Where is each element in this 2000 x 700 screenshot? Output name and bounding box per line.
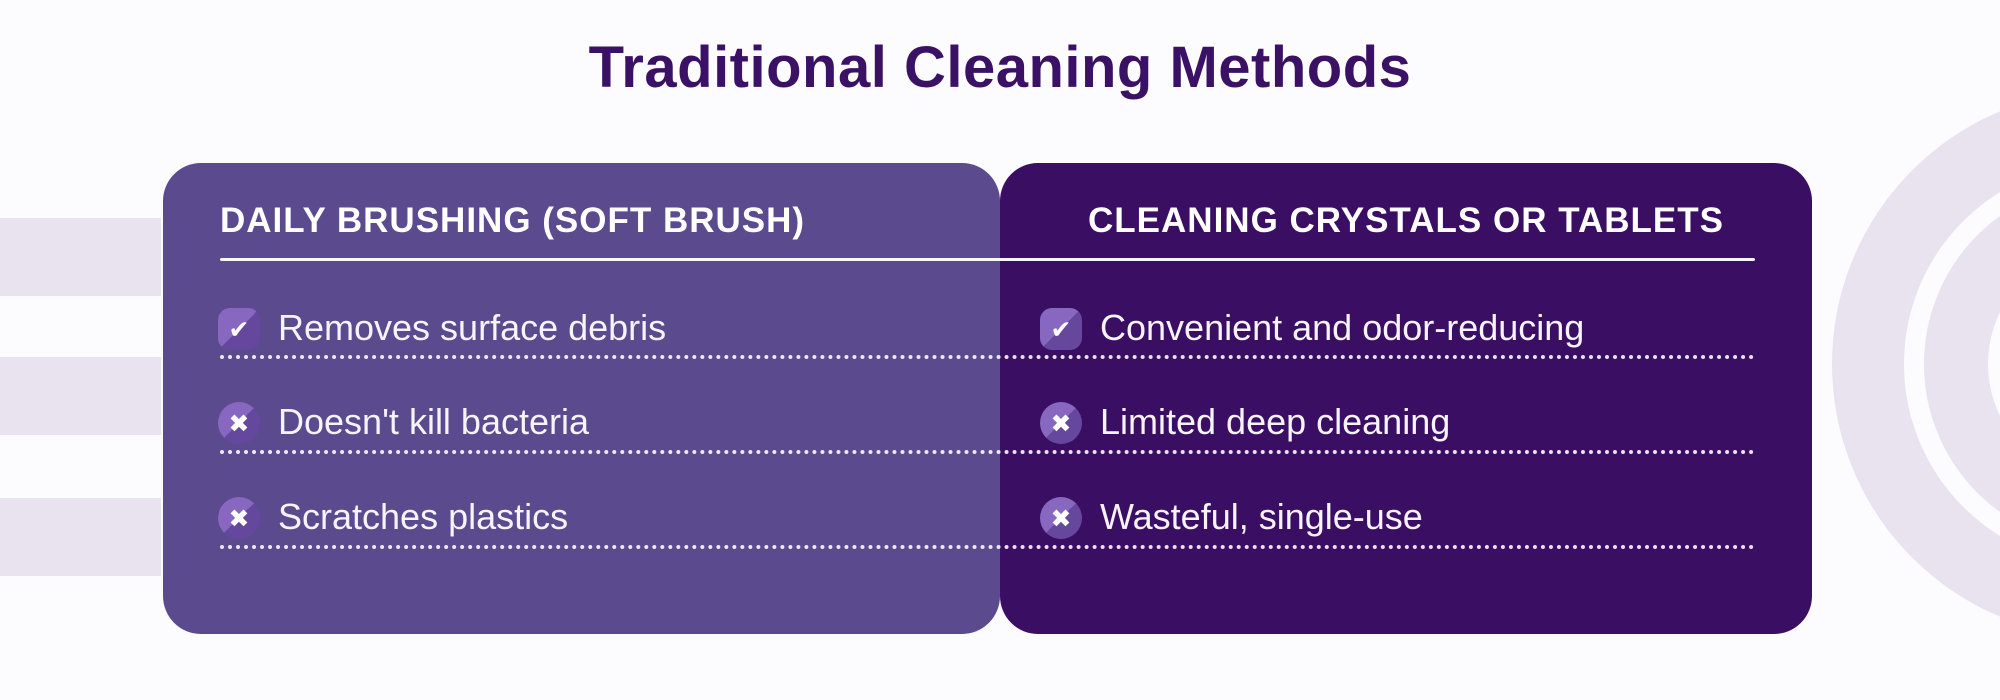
check-icon: ✔ bbox=[1040, 308, 1082, 350]
decor-bar bbox=[0, 218, 161, 296]
card-daily-brushing bbox=[163, 163, 1000, 634]
list-item-text: Doesn't kill bacteria bbox=[278, 401, 590, 442]
list-item bbox=[1040, 497, 1423, 539]
card-header: CLEANING CRYSTALS OR TABLETS bbox=[1088, 201, 1724, 240]
list-item bbox=[1040, 308, 1584, 350]
cross-icon: ✖ bbox=[218, 402, 260, 444]
page-title: Traditional Cleaning Methods bbox=[588, 35, 1412, 100]
cross-icon: ✖ bbox=[1040, 402, 1082, 444]
comparison-cards bbox=[163, 163, 1812, 634]
list-item bbox=[218, 497, 568, 539]
list-item bbox=[218, 308, 666, 350]
decor-bar bbox=[0, 498, 161, 576]
list-item bbox=[218, 402, 589, 444]
list-item-text: Convenient and odor-reducing bbox=[1100, 307, 1585, 348]
list-item-text: Wasteful, single-use bbox=[1100, 496, 1423, 537]
cross-icon: ✖ bbox=[1040, 497, 1082, 539]
decor-bar bbox=[0, 357, 161, 435]
dotted-separator bbox=[220, 450, 1755, 454]
dotted-separator bbox=[220, 355, 1755, 359]
card-header: DAILY BRUSHING (SOFT BRUSH) bbox=[220, 201, 806, 240]
list-item bbox=[1040, 402, 1450, 444]
list-item-text: Removes surface debris bbox=[278, 307, 667, 348]
list-item-text: Limited deep cleaning bbox=[1100, 401, 1451, 442]
check-icon: ✔ bbox=[218, 308, 260, 350]
cross-icon: ✖ bbox=[218, 497, 260, 539]
dotted-separator bbox=[220, 545, 1755, 549]
header-underline bbox=[220, 258, 1755, 261]
list-item-text: Scratches plastics bbox=[278, 496, 569, 537]
card-cleaning-crystals bbox=[1000, 163, 1812, 634]
concentric-rings-decoration bbox=[1790, 0, 2000, 700]
